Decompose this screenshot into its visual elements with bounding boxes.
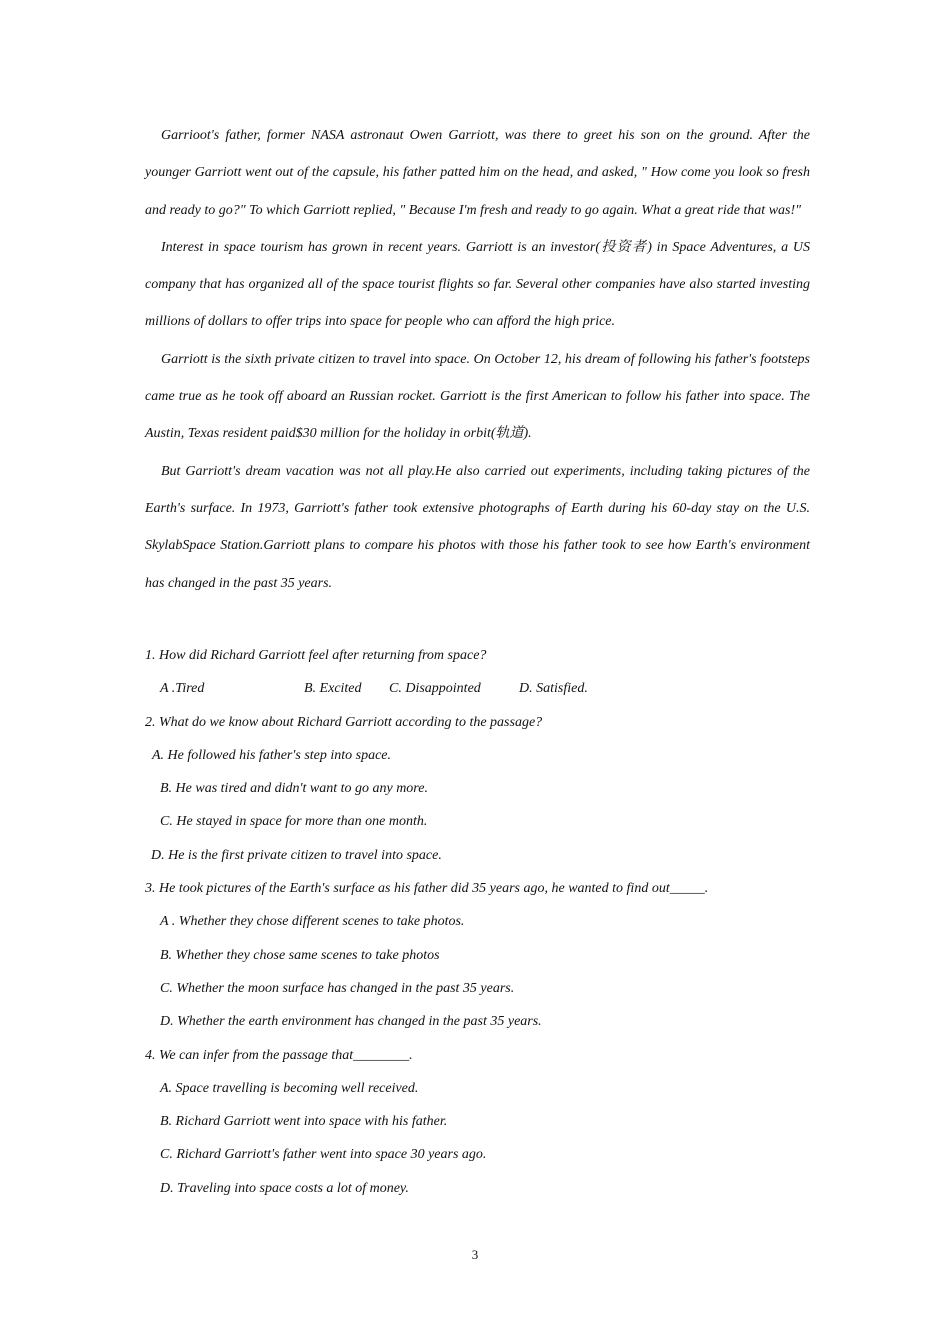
- option-b: B. He was tired and didn't want to go any more.: [160, 781, 428, 797]
- option-a: A . Whether they chose different scenes to take photos.: [160, 914, 465, 930]
- option-c: C. Disappointed: [389, 681, 481, 697]
- option-a: A. Space travelling is becoming well received.: [160, 1080, 419, 1096]
- page-number: 3: [471, 1247, 479, 1262]
- option-b: B. Whether they chose same scenes to take photos: [160, 947, 440, 963]
- passage-paragraph: But Garriott's dream vacation was not all play.He also carried out experiments, including taking pictures of the Earth's surface. In 1973, Garriott's father took extensive photographs of Earth during his 60-day stay on the U.S. SkylabSpace Station.Garriott plans to compare his photos with those his father took to see how Earth's environment has changed in the past 35 years.: [145, 463, 810, 591]
- option-a: A. He followed his father's step into space.: [152, 747, 392, 763]
- passage-paragraph: Interest in space tourism has grown in recent years. Garriott is an investor(投资者) in Space Adventures, a US company that has organized all of the space tourist flights so far. Several other companies have also started investing millions of dollars to offer trips into space for people who can afford the high price.: [145, 239, 810, 330]
- passage-paragraph: Garrioot's father, former NASA astronaut Owen Garriott, was there to greet his son on the ground. After the younger Garriott went out of the capsule, his father patted him on the head, and asked, " How come you look so fresh and ready to go?" To which Garriott replied, " Because I'm fresh and ready to go again. What a great ride that was!": [145, 128, 810, 218]
- option-c: C. Whether the moon surface has changed in the past 35 years.: [160, 980, 515, 996]
- question-options-row: [145, 672, 810, 705]
- option-c: C. He stayed in space for more than one month.: [160, 814, 428, 830]
- reading-passage: [145, 117, 810, 602]
- option-c: C. Richard Garriott's father went into space 30 years ago.: [160, 1147, 487, 1163]
- option-d: D. Satisfied.: [519, 681, 588, 697]
- option-d: D. Whether the earth environment has changed in the past 35 years.: [160, 1014, 542, 1030]
- question-stem: 3. He took pictures of the Earth's surface as his father did 35 years ago, he wanted to find out_____.: [145, 881, 709, 897]
- question-list: [145, 639, 810, 1205]
- question-stem: 4. We can infer from the passage that________.: [145, 1047, 413, 1063]
- option-d: D. Traveling into space costs a lot of money.: [160, 1180, 409, 1196]
- option-d: D. He is the first private citizen to travel into space.: [151, 847, 442, 863]
- question-stem: 2. What do we know about Richard Garriott according to the passage?: [145, 714, 543, 730]
- question-stem: 1. How did Richard Garriott feel after returning from space?: [145, 648, 487, 663]
- option-b: B. Richard Garriott went into space with his father.: [160, 1114, 448, 1130]
- option-a: A .Tired: [160, 681, 205, 697]
- option-b: B. Excited: [304, 681, 362, 697]
- passage-paragraph: Garriott is the sixth private citizen to travel into space. On October 12, his dream of following his father's footsteps came true as he took off aboard an Russian rocket. Garriott is the first American to follow his father into space. The Austin, Texas resident paid$30 million for the holiday in orbit(轨道).: [145, 351, 810, 442]
